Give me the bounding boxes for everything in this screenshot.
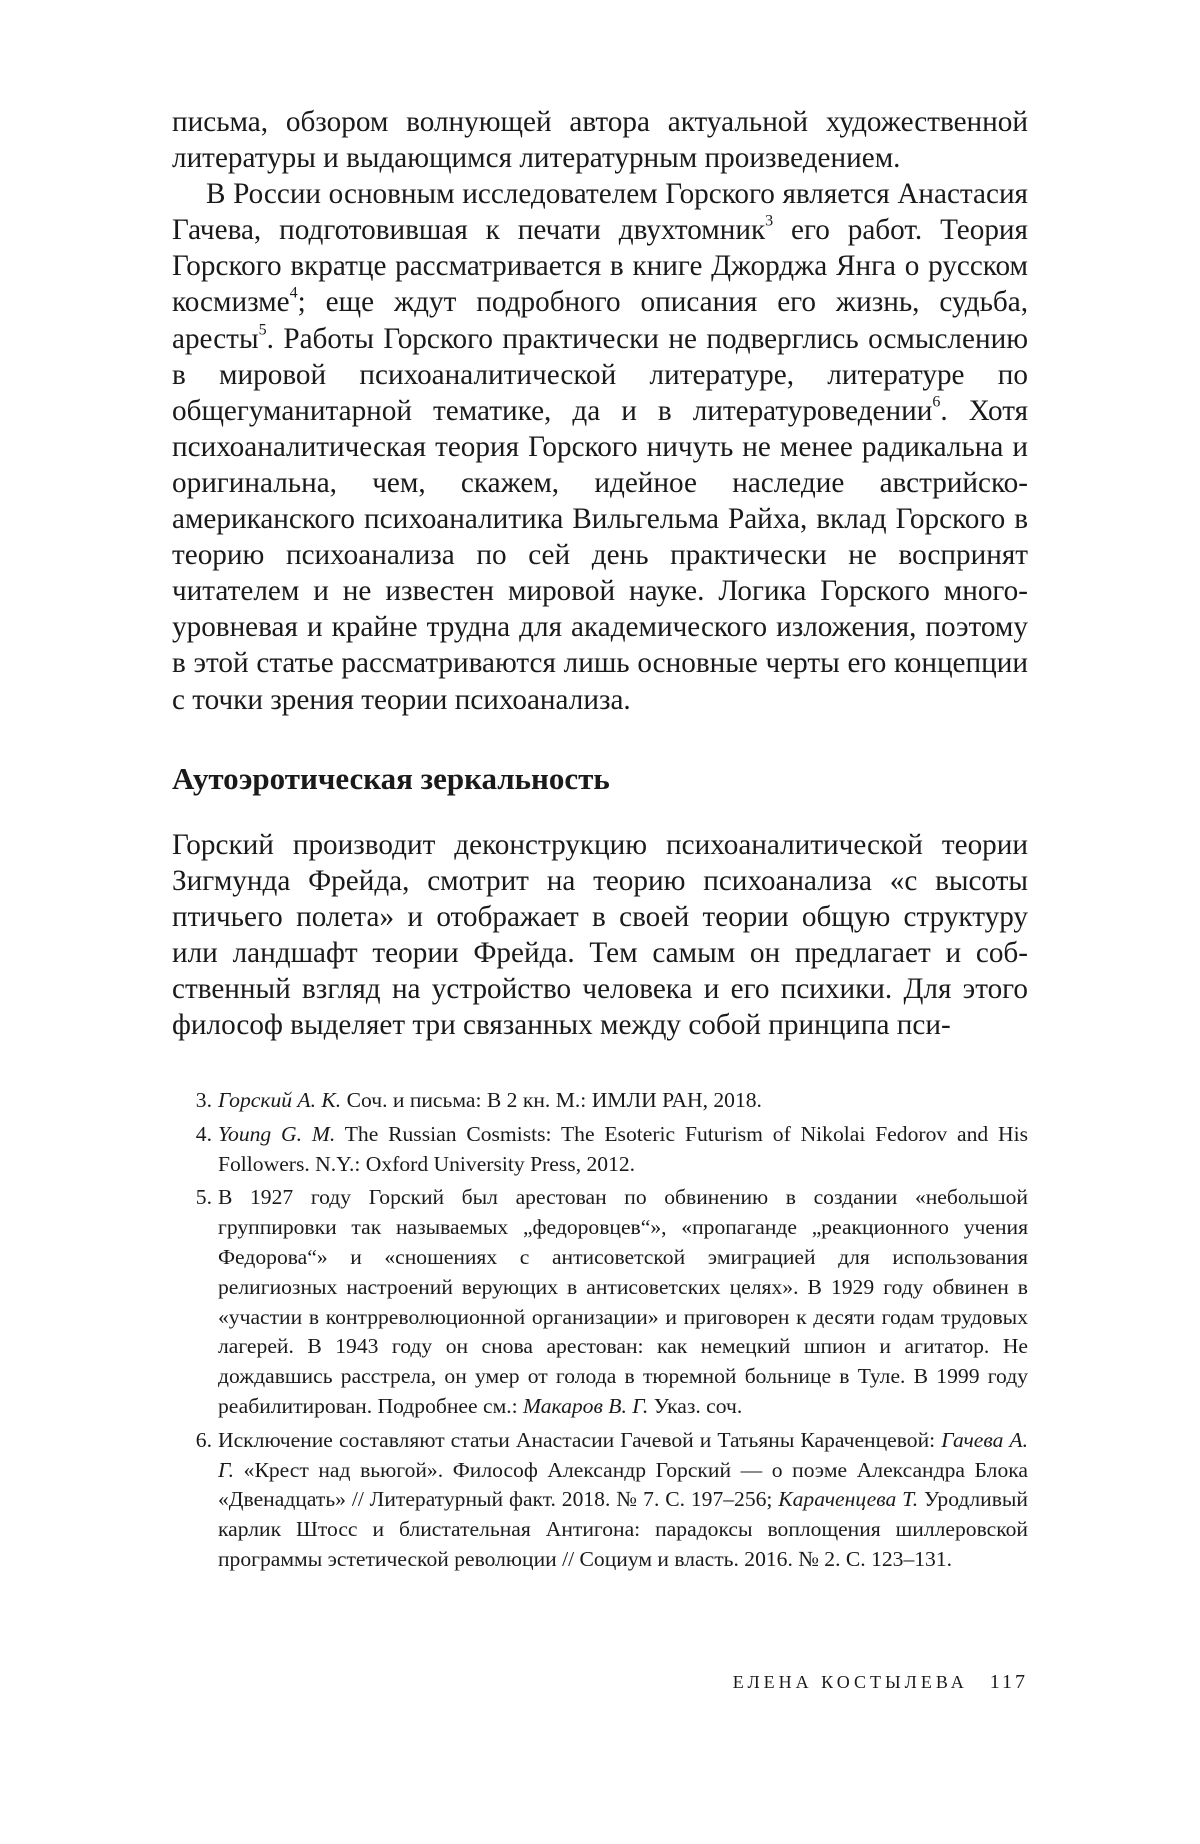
footnote-author: Караченцева Т. bbox=[778, 1487, 919, 1512]
footnote-3 bbox=[195, 1086, 1028, 1116]
running-footer bbox=[733, 1670, 1028, 1694]
running-author: ЕЛЕНА КОСТЫЛЕВА bbox=[732, 1672, 968, 1692]
footnote-author: Макаров В. Г. bbox=[523, 1393, 649, 1418]
footnote-text: «Крест над вьюгой». Философ Александр Горский — о поэме Александра Блока «Двенадцать» // Литературный факт. 2018. № 7. С. 197–256; bbox=[218, 1457, 1028, 1512]
paragraph-deconstruction: Горский производит деконструкцию психоаналитической теории Зигмунда Фрейда, смотрит на теорию психоанализа «с высоты птичьего полета» и отображает в своей теории общую структуру или ландшафт теории Фрейда. Тем самым он предлагает и собственный взгляд на устройство человека и его психики. Для этого философ выделяет три связанных между собой принципа пси- bbox=[172, 829, 1028, 1042]
footnote-number: 3. bbox=[195, 1088, 212, 1112]
footnote-author: Горский А. К. bbox=[218, 1088, 342, 1112]
footnote-number: 6. bbox=[195, 1427, 212, 1452]
footnote-number: 5. bbox=[195, 1185, 212, 1210]
section-text bbox=[172, 827, 1028, 1044]
footnote-text: В 1927 году Горский был арестован по обвинению в создании «небольшой группировки так называемых „федоровцев“», «пропаганде „реакционного учения Федорова“» и «сношениях с антисоветской эмиграцией для использования религиозных настроений верующих в антисоветских целях». В 1929 году обвинен в «участии в контрреволюционной организации» и приговорен к десяти годам трудовых лагерей. В 1943 году он снова арестован: как немецкий шпион и агитатор. Не дождавшись расстрела, он умер от голода в тюремной больнице в Туле. В 1999 году реабилитирован. Подробнее см.: bbox=[218, 1185, 1028, 1418]
page-number: 117 bbox=[989, 1671, 1028, 1693]
footnote-author: Гачева А. Г. bbox=[218, 1427, 1029, 1482]
footnote-text: The Russian Cosmists: The Esoteric Futurism of Nikolai Fedorov and His Followers. N.Y.: Oxford University Press, 2012. bbox=[218, 1121, 1028, 1176]
footnote-text: Исключение составляют статьи Анастасии Гачевой и Татьяны Караченцевой: bbox=[218, 1427, 942, 1452]
text-segment: . Работы Горского практически не подверглись осмыслению в мировой психоаналитической литературе, литературе по общегуманитарной тематике, да и в литературоведении bbox=[172, 322, 1028, 427]
footnote-number: 4. bbox=[195, 1121, 212, 1146]
text-segment: В России основным исследователем Горского является Анастасия Гачева, подготовившая к печати двухтомник bbox=[172, 178, 1028, 247]
footnote-ref-4[interactable]: 4 bbox=[289, 284, 298, 302]
footnote-5 bbox=[195, 1183, 1028, 1421]
footnote-ref-5[interactable]: 5 bbox=[258, 320, 267, 338]
main-text bbox=[172, 104, 1028, 718]
section-heading: Аутоэротическая зеркальность bbox=[172, 761, 610, 796]
paragraph-continued: письма, обзором волнующей автора актуальной художественной литературы и выдающимся литературным произведением. bbox=[172, 106, 1028, 175]
footnote-ref-6[interactable]: 6 bbox=[932, 393, 941, 411]
footnote-text: Указ. соч. bbox=[648, 1393, 743, 1418]
footnote-ref-3[interactable]: 3 bbox=[765, 212, 774, 230]
footnote-4 bbox=[195, 1120, 1028, 1180]
footnote-text: Соч. и письма: В 2 кн. М.: ИМЛИ РАН, 2018. bbox=[341, 1088, 762, 1112]
text-segment: . Хотя психоаналитическая теория Горского ничуть не менее радикальна и оригинальна, чем, скажем, идейное наследие австрийско-американского психоаналитика Вильгельма Райха, вклад Горского в теорию психоанализа по сей день практически не воспринят читателем и не известен мировой науке. Логика Горского многоуровневая и крайне трудна для академического изложения, поэтому в этой статье рассматриваются лишь основные черты его концепции с точки зрения теории психоанализа. bbox=[172, 394, 1028, 716]
paragraph-research bbox=[172, 176, 1028, 717]
footnote-text: Уродливый карлик Штосс и блистательная Антигона: парадоксы воплощения шиллеровской программы эстетической революции // Социум и власть. 2016. № 2. С. 123–131. bbox=[218, 1487, 1028, 1571]
text-segment: ; еще ждут подробного описания его жизнь, судьба, аресты bbox=[172, 286, 1028, 355]
footnote-6 bbox=[195, 1426, 1029, 1575]
text-segment: его работ. Теория Горского вкратце рассматривается в книге Джорджа Янга о русском космизме bbox=[172, 214, 1028, 319]
footnote-author: Young G. M. bbox=[218, 1121, 336, 1146]
footnotes bbox=[195, 1086, 1029, 1579]
